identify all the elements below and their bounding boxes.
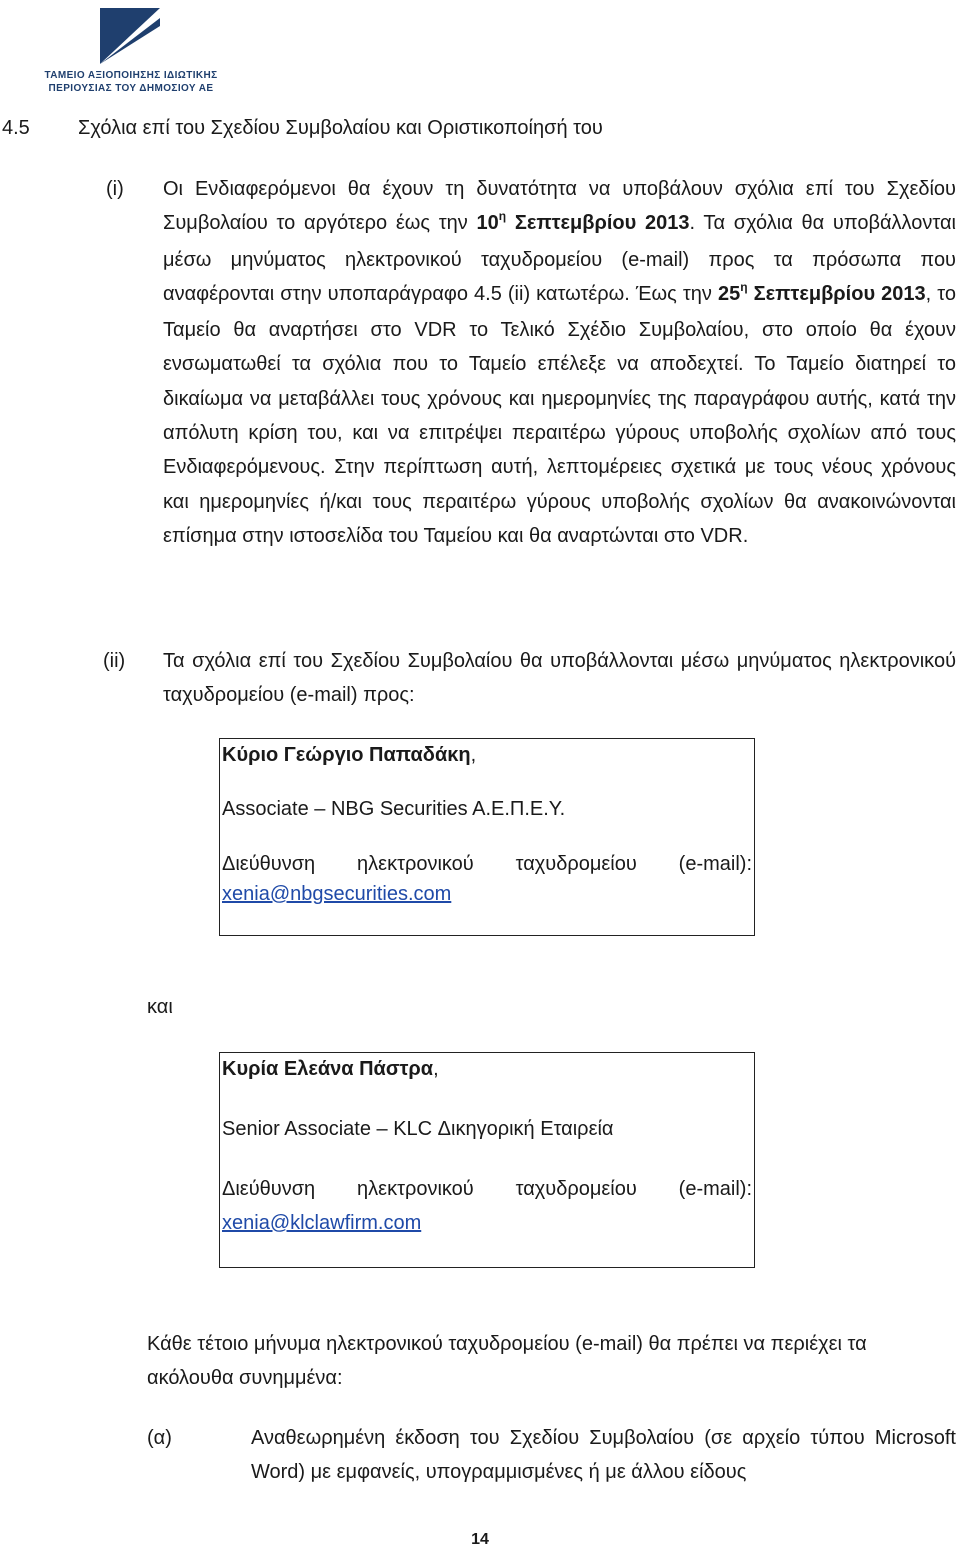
deadline-2 [717, 279, 926, 305]
item-ii-label: (ii) [103, 650, 126, 672]
contact-2-comma: , [433, 1058, 439, 1080]
item-i-label: (i) [106, 178, 124, 200]
deadline-1-sup: η [498, 209, 507, 224]
contact-2-email-line [220, 1212, 754, 1235]
item-a-label: (α) [147, 1427, 172, 1449]
attachments-intro: Κάθε τέτοιο μήνυμα ηλεκτρονικού ταχυδρομείου (e-mail) θα πρέπει να περιέχει τα ακόλουθα συνημμένα: [147, 1333, 867, 1390]
page-number: 14 [471, 1531, 489, 1548]
item-i-text-1: Οι Ενδιαφερόμενοι θα έχουν τη δυνατότητα να υποβάλουν σχόλια επί του Σχεδίου Συμβολαίου το αργότερο έως την [163, 178, 956, 235]
contact-2-name-line [220, 1058, 754, 1081]
deadline-2-month: Σεπτεμβρίου 2013 [747, 282, 926, 305]
section-title: Σχόλια επί του Σχεδίου Συμβολαίου και Οριστικοποίησή του [78, 117, 603, 139]
contact-1-role: Associate – NBG Securities A.E.Π.Ε.Υ. [222, 798, 566, 820]
item-ii-paragraph: Τα σχόλια επί του Σχεδίου Συμβολαίου θα υποβάλλονται μέσω μηνύματος ηλεκτρονικού ταχυδρομείου (e-mail) προς: [163, 650, 956, 707]
logo [36, 8, 226, 98]
contact-box-2 [219, 1052, 755, 1268]
deadline-1 [476, 209, 690, 235]
contact-box-1 [219, 738, 755, 936]
item-i-text-2: . Τα σχόλια θα υποβάλλονται μέσω μηνύματος ηλεκτρονικού ταχυδρομείου (e-mail) προς τα πρόσωπα που αναφέρονται στην υποπαράγραφο 4.5 (ii) κατωτέρω. Έως την [163, 212, 957, 305]
contact-1-name-line [220, 744, 754, 767]
deadline-1-month: Σεπτεμβρίου 2013 [506, 212, 690, 235]
conjunction-text: και [147, 996, 173, 1018]
item-a-paragraph: Αναθεωρημένη έκδοση του Σχεδίου Συμβολαίου (σε αρχείο τύπου Microsoft Word) με εμφανείς, υπογραμμισμένες ή με άλλου είδους [251, 1427, 956, 1484]
contact-1-email-label: Διεύθυνση ηλεκτρονικού ταχυδρομείου (e-mail): [222, 853, 752, 875]
logo-text-line1: ΤΑΜΕΙΟ ΑΞΙΟΠΟΙΗΣΗΣ ΙΔΙΩΤΙΚΗΣ [44, 70, 218, 81]
contact-2-role: Senior Associate – KLC Δικηγορική Εταιρεία [222, 1118, 614, 1140]
contact-2-email-label: Διεύθυνση ηλεκτρονικού ταχυδρομείου (e-mail): [222, 1178, 752, 1200]
section-number: 4.5 [2, 117, 30, 139]
deadline-2-day: 25 [717, 282, 741, 305]
contact-1-name: Κύριο Γεώργιο Παπαδάκη [222, 744, 471, 766]
contact-1-email-link[interactable]: xenia@nbgsecurities.com [222, 883, 452, 905]
logo-mark [100, 8, 160, 64]
item-i-paragraph [163, 172, 956, 553]
logo-triangle-icon [100, 8, 160, 64]
section-heading [2, 117, 603, 140]
contact-2-email-link[interactable]: xenia@klclawfirm.com [222, 1212, 422, 1234]
contact-1-comma: , [470, 744, 477, 766]
contact-2-name: Κυρία Ελεάνα Πάστρα [222, 1058, 434, 1080]
deadline-1-day: 10 [476, 212, 499, 235]
logo-text-line2: ΠΕΡΙΟΥΣΙΑΣ ΤΟΥ ΔΗΜΟΣΙΟΥ ΑΕ [48, 83, 214, 94]
deadline-2-sup: η [740, 279, 748, 294]
contact-1-email-line [220, 883, 754, 906]
item-i-text-3: , το Ταμείο θα αναρτήσει στο VDR το Τελικό Σχέδιο Συμβολαίου, στο οποίο θα έχουν ενσωματωθεί τα σχόλια που το Ταμείο επέλεξε να αποδεχτεί. Το Ταμείο διατηρεί το δικαίωμα να μεταβάλλει τους χρόνους και ημερομηνίες της παραγράφου αυτής, κατά την απόλυτη κρίση του, και να επιτρέψει περαιτέρω γύρους υποβολής σχολίων από τους Ενδιαφερόμενους. Στην περίπτωση αυτή, λεπτομέρειες σχετικά με τους νέους χρόνους και ημερομηνίες ή/και τους περαιτέρω γύρους υποβολής σχολίων θα ανακοινώνονται επίσημα στην ιστοσελίδα του Ταμείου και θα αναρτώνται στο VDR. [163, 282, 957, 547]
